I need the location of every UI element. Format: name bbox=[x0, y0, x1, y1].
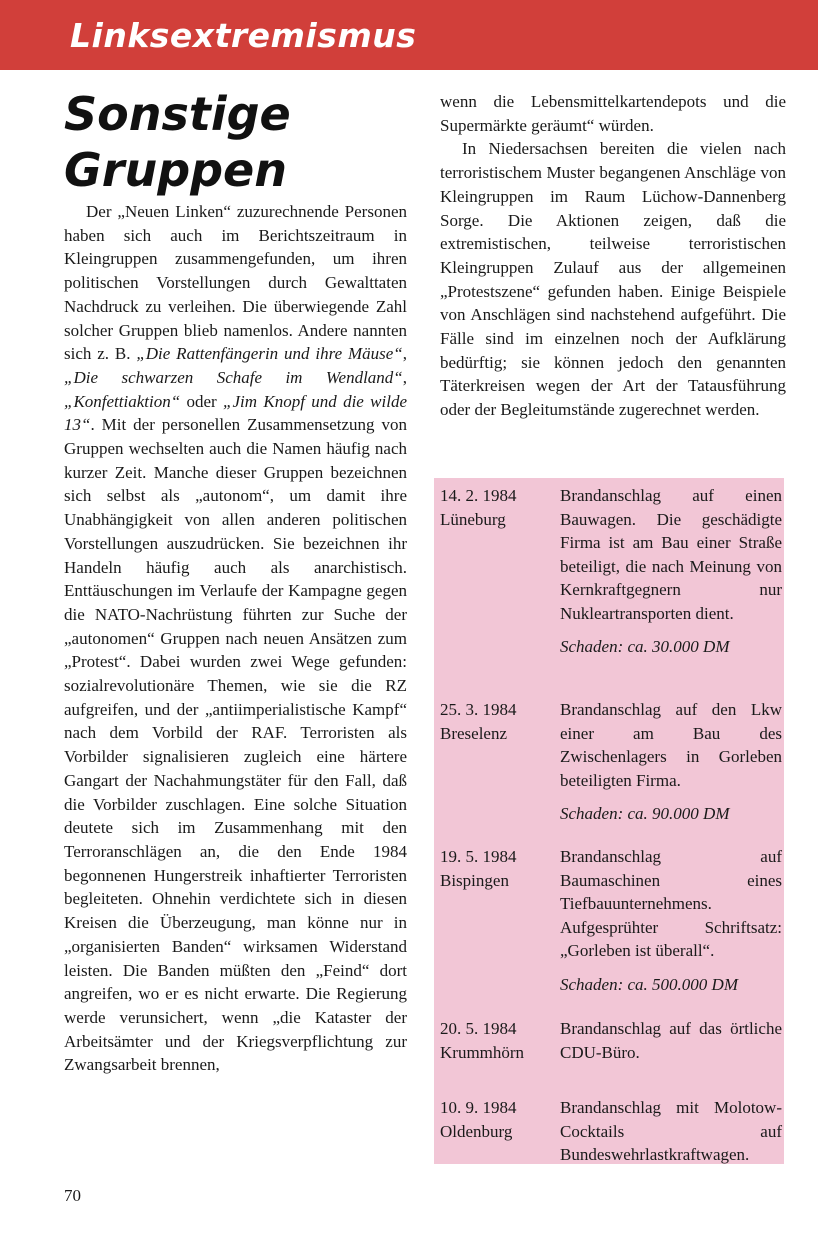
incident-date: 19. 5. 1984 bbox=[440, 847, 517, 866]
paragraph-continuation: wenn die Lebensmittelkartendepots und die Supermärkte geräumt“ würden. bbox=[440, 92, 786, 135]
incident-date: 10. 9. 1984 bbox=[440, 1098, 517, 1117]
incident-damage: Schaden: ca. 90.000 DM bbox=[560, 804, 730, 823]
incident-damage: Schaden: ca. 30.000 DM bbox=[560, 637, 730, 656]
incident-description: Brandanschlag mit Molotow-Cocktails auf Bundeswehrlastkraftwagen. bbox=[560, 1098, 782, 1164]
section-title: Linksextremismus bbox=[70, 16, 417, 55]
incident-description: Aufgesprühter Schriftsatz: „Gorleben ist überall“. bbox=[560, 917, 782, 960]
incident-place: Krummhörn bbox=[440, 1042, 525, 1062]
incident-damage: Schaden: ca. 500.000 DM bbox=[560, 974, 738, 994]
incident-description: Brandanschlag auf einen Bauwagen. Die geschädigte Firma ist am Bau einer Straße beteiligt, die nach Meinung von Kernkraftgegnern nur Nukleartransporten dient. bbox=[560, 486, 782, 623]
heading-line-2: Gruppen bbox=[64, 143, 287, 197]
section-banner bbox=[0, 0, 818, 70]
right-column bbox=[440, 90, 786, 422]
group-name: „Die Rattenfängerin und ihre Mäuse“ bbox=[136, 344, 403, 364]
heading-line-1: Sonstige bbox=[64, 87, 291, 141]
group-name: „Konfettiaktion“ bbox=[64, 391, 181, 411]
incident-description: Brandanschlag auf das örtliche CDU-Büro. bbox=[560, 1019, 782, 1062]
incident-date: 20. 5. 1984 bbox=[440, 1019, 517, 1038]
incident-date: 14. 2. 1984 bbox=[440, 486, 517, 505]
group-name: „Die schwarzen Schafe im Wendland“ bbox=[64, 367, 403, 387]
incident-place: Lüneburg bbox=[440, 509, 506, 529]
group-name: „Jim Knopf und die wilde 13“ bbox=[64, 391, 407, 435]
incident-description: Brandanschlag auf den Lkw einer am Bau des Zwischenlagers in Gorleben beteiligten Firma. bbox=[560, 700, 782, 790]
incident-date: 25. 3. 1984 bbox=[440, 700, 517, 719]
paragraph-intro: Der „Neuen Linken“ zuzurechnende Personen haben sich auch im Berichtszeitraum in Kleingruppen zusammengefunden, um ihren politischen Vorstellungen durch Gewalttaten Nachdruck zu verleihen. Die überwiegende Zahl solcher Gruppen blieb namenlos. Andere nannten sich z. B. „Die Rattenfängerin und ihre Mäuse“, „Die schwarzen Schafe im Wendland“, „Konfettiaktion“ oder „Jim Knopf und die wilde 13“. Mit der personellen Zusammensetzung von Gruppen wechselten auch die Namen häufig nach kurzer Zeit. Manche dieser Gruppen bezeichnen sich selbst als „autonom“, um damit ihre Unabhängigkeit von allen anderen politischen Vorstellungen auszudrücken. Sie bezeichnen ihr Handeln häufig auch als anarchistisch. Enttäuschungen im Verlaufe der Kampagne gegen die NATO-Nachrüstung führten zur Suche der „autonomen“ Gruppen nach neuen Ansätzen zum „Protest“. Dabei wurden zwei Wege gefunden: sozialrevolutionäre Themen, wie sie die RZ aufgreifen, und der „antiimperialistische Kampf“ nach dem Vorbild der RAF. Terroristen als Vorbilder signalisieren zugleich eine härtere Gangart der Nachahmungstäter für den Fall, daß die Vorbilder zuschlagen. Eine solche Situation deutete sich im Zusammenhang mit den Terroranschlägen an, die den Ende 1984 begonnenen Hungerstreik inhaftierter Terroristen begleiteten. Ohnehin verdichtete sich in diesen Kreisen die Überzeugung, man könne nur in „organisierten Banden“ wirksamen Widerstand leisten. Die Banden müßten den „Feind“ dort angreifen, wo er es nicht erwarte. Die Regierung werde verunsichert, wenn „die Kataster der Arbeitsämter und der Kriegsverpflichtung zur Zwangsarbeit brennen, bbox=[64, 202, 407, 1075]
left-column bbox=[64, 200, 407, 1077]
incident-place: Oldenburg bbox=[440, 1121, 513, 1141]
incident-place: Breselenz bbox=[440, 723, 508, 743]
incident-description: Brandanschlag auf Baumaschinen eines Tiefbauunternehmens. bbox=[560, 847, 782, 913]
paragraph-niedersachsen: In Niedersachsen bereiten die vielen nach terroristischem Muster begangenen Anschläge von Kleingruppen im Raum Lüchow-Dannenberg Sorge. Die Aktionen zeigen, daß die extremistischen, teilweise terroristischen Kleingruppen Zulauf aus der allgemeinen „Protestszene“ gefunden haben. Einige Beispiele von Anschlägen sind nachstehend aufgeführt. Die Fälle sind im einzelnen noch der Aufklärung bedürftig; sie können jedoch den genannten Täterkreisen wegen der Art der Tatausführung oder der Begleitumstände zugerechnet werden. bbox=[440, 139, 786, 420]
incident-place: Bispingen bbox=[440, 870, 509, 890]
page-heading bbox=[64, 86, 291, 198]
page-number: 70 bbox=[64, 1186, 81, 1205]
incident-list bbox=[434, 478, 784, 1164]
